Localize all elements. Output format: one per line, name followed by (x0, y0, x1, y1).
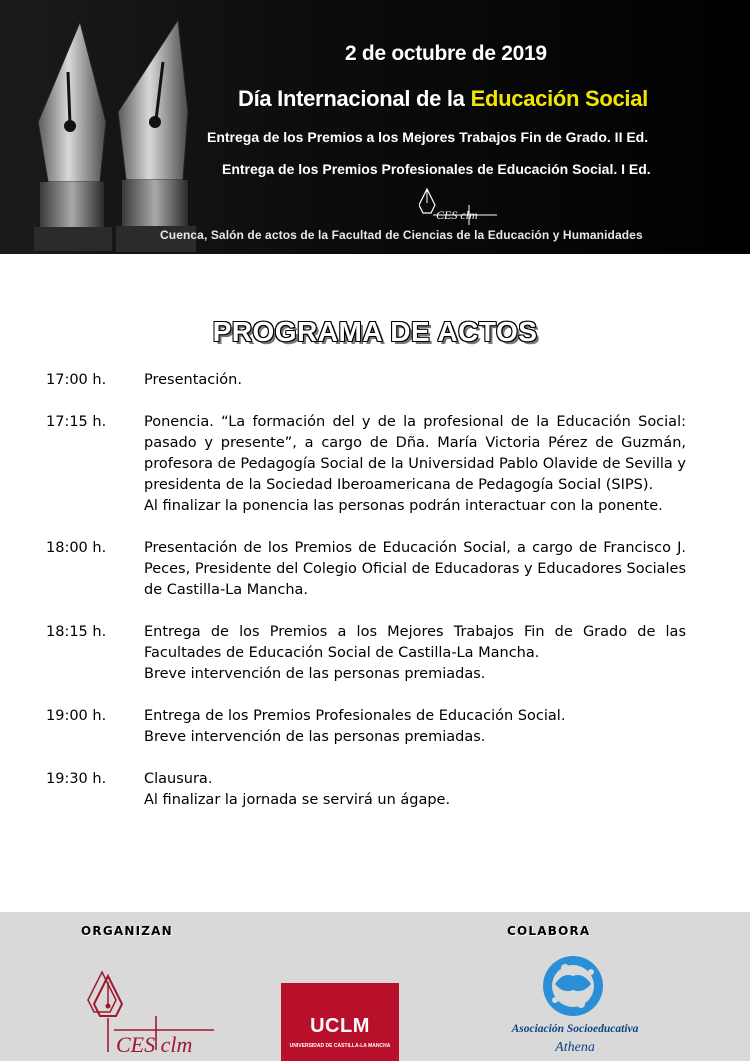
program-item-time: 18:15 h. (46, 624, 107, 640)
collaborators-heading: COLABORA (507, 924, 591, 938)
program-item (46, 769, 686, 811)
program-item (46, 370, 686, 391)
program-item-time: 18:00 h. (46, 540, 107, 556)
program-item-time: 17:00 h. (46, 372, 107, 388)
award-line-professional: Entrega de los Premios Profesionales de Educación Social. I Ed. (222, 161, 651, 177)
program-item-time: 19:30 h. (46, 771, 107, 787)
program-item (46, 706, 686, 748)
organizers-heading: ORGANIZAN (81, 924, 173, 938)
program-title: PROGRAMA DE ACTOS (212, 316, 538, 347)
program-item-description (144, 769, 686, 811)
athena-association-subname: Athena (555, 1040, 595, 1055)
program-item-line: Presentación de los Premios de Educación Social, a cargo de Francisco J. Peces, Presidente del Colegio Oficial de Educadoras y Educadores Sociales de Castilla-La Mancha. (144, 540, 686, 598)
ces-clm-logo-text: CES clm (436, 208, 478, 222)
award-line-tfg: Entrega de los Premios a los Mejores Trabajos Fin de Grado. II Ed. (207, 129, 649, 145)
program-item-line: Al finalizar la jornada se servirá un ágape. (144, 792, 451, 808)
program-item-description (144, 622, 686, 685)
ces-clm-logo-icon (78, 970, 218, 1056)
program-item-line: Breve intervención de las personas premiadas. (144, 666, 486, 682)
program-item-line: Clausura. (144, 771, 213, 787)
event-title (238, 86, 648, 112)
program-item-line: Breve intervención de las personas premiadas. (144, 729, 486, 745)
program-item-line: Entrega de los Premios Profesionales de Educación Social. (144, 708, 566, 724)
program-item-description (144, 412, 686, 517)
program-item-time: 17:15 h. (46, 414, 107, 430)
header-banner (0, 0, 750, 254)
program-item-description (144, 706, 686, 748)
ces-clm-logo-text: CES clm (116, 1032, 193, 1056)
program-item-description (144, 370, 686, 391)
program-item-description (144, 538, 686, 601)
event-title-highlight: Educación Social (470, 86, 648, 111)
program-schedule (46, 370, 686, 832)
athena-association-name: Asociación Socioeducativa (511, 1023, 639, 1035)
program-item (46, 538, 686, 601)
footer-sponsors (0, 912, 750, 1061)
event-date: 2 de octubre de 2019 (345, 42, 547, 65)
event-venue: Cuenca, Salón de actos de la Facultad de Ciencias de la Educación y Humanidades (160, 228, 643, 242)
event-title-main: Día Internacional de la (238, 86, 465, 111)
uclm-logo-text: UCLM (310, 1015, 370, 1037)
program-item (46, 622, 686, 685)
uclm-logo-subtitle: UNIVERSIDAD DE CASTILLA-LA MANCHA (289, 1043, 391, 1049)
program-item-line: Entrega de los Premios a los Mejores Trabajos Fin de Grado de las Facultades de Educación Social de Castilla-La Mancha. (144, 624, 686, 661)
athena-logo-icon (541, 954, 605, 1018)
program-item-line: Ponencia. “La formación del y de la profesional de la Educación Social: pasado y presente”, a cargo de Dña. María Victoria Pérez de Guzmán, profesora de Pedagogía Social de la Universidad Pablo Olavide de Sevilla y presidenta de la Sociedad Iberoamericana de Pedagogía Social (SIPS). (144, 414, 687, 493)
program-item-time: 19:00 h. (46, 708, 107, 724)
program-item (46, 412, 686, 517)
program-item-line: Al finalizar la ponencia las personas podrán interactuar con la ponente. (144, 498, 663, 514)
uclm-logo (281, 983, 399, 1061)
program-item-line: Presentación. (144, 372, 242, 388)
